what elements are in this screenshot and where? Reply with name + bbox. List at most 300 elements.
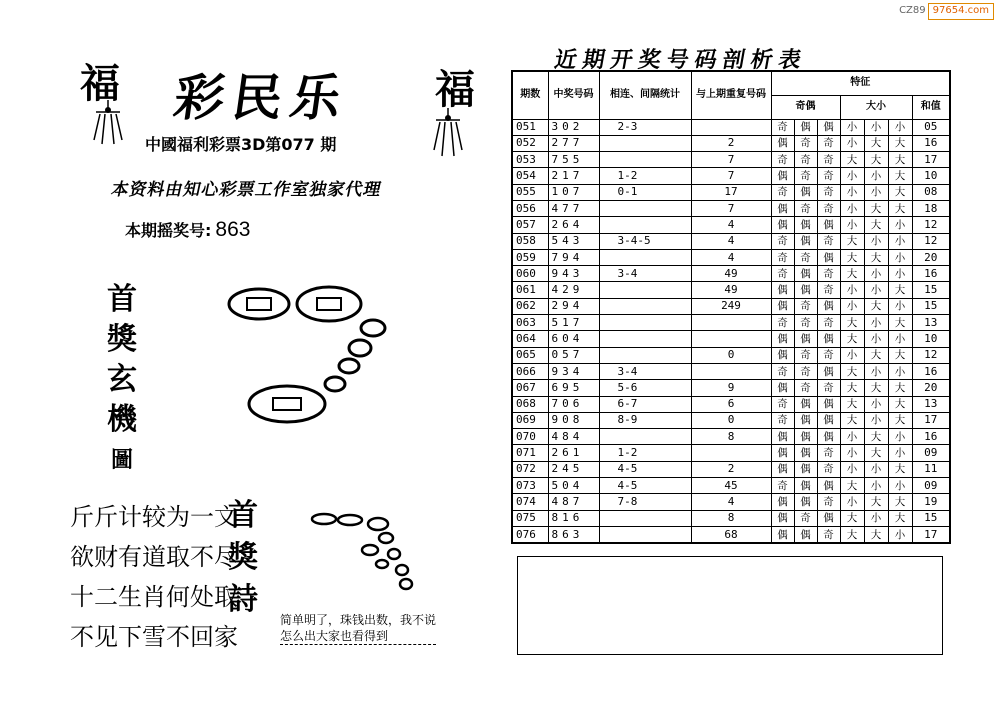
period-cell: 064 [512,331,548,347]
odd-even-cell: 奇 [794,347,817,363]
odd-even-cell: 偶 [817,217,840,233]
period-cell: 052 [512,135,548,151]
odd-even-cell: 奇 [771,396,794,412]
table-row [512,461,950,477]
repeat-cell: 2 [691,135,771,151]
period-cell: 060 [512,266,548,282]
odd-even-cell: 奇 [817,233,840,249]
odd-even-cell: 奇 [771,184,794,200]
period-cell: 069 [512,412,548,428]
sum-cell: 12 [912,233,950,249]
sum-cell: 09 [912,478,950,494]
odd-even-cell: 偶 [771,445,794,461]
repeat-cell: 0 [691,412,771,428]
sum-cell: 12 [912,217,950,233]
repeat-cell: 7 [691,168,771,184]
odd-even-cell: 偶 [794,396,817,412]
poem-line: 不见下雪不回家 [70,623,238,651]
big-small-cell: 大 [888,282,912,298]
adjacent-cell: 7-8 [599,494,691,510]
adjacent-cell: 3-4 [599,266,691,282]
sum-cell: 15 [912,510,950,526]
odd-even-cell: 奇 [771,315,794,331]
big-small-cell: 小 [840,494,864,510]
odd-even-cell: 偶 [794,184,817,200]
repeat-cell: 7 [691,152,771,168]
odd-even-cell: 偶 [794,494,817,510]
table-title: 近期开奖号码剖析表 [552,47,810,73]
big-small-cell: 大 [864,380,888,396]
adjacent-cell [599,510,691,526]
draw-number: 863 [215,218,251,241]
odd-even-cell: 奇 [771,412,794,428]
big-small-cell: 小 [888,445,912,461]
period-cell: 066 [512,363,548,379]
big-small-cell: 大 [888,461,912,477]
odd-even-cell: 奇 [794,135,817,151]
repeat-cell: 49 [691,266,771,282]
big-small-cell: 小 [840,445,864,461]
sum-cell: 11 [912,461,950,477]
big-small-cell: 大 [888,380,912,396]
repeat-cell [691,315,771,331]
big-small-cell: 小 [840,217,864,233]
repeat-cell: 4 [691,217,771,233]
adjacent-cell [599,347,691,363]
big-small-cell: 大 [888,184,912,200]
adjacent-cell [599,331,691,347]
big-small-cell: 小 [864,461,888,477]
big-small-cell: 大 [840,152,864,168]
odd-even-cell: 偶 [771,494,794,510]
period-cell: 076 [512,526,548,543]
big-small-cell: 小 [864,331,888,347]
repeat-cell: 7 [691,200,771,216]
table-row [512,347,950,363]
repeat-cell: 6 [691,396,771,412]
big-small-cell: 小 [864,119,888,135]
odd-even-cell: 奇 [817,445,840,461]
big-small-cell: 大 [840,412,864,428]
sum-cell: 16 [912,135,950,151]
adjacent-cell: 2-3 [599,119,691,135]
winning-number-cell: 863 [548,526,599,543]
odd-even-cell: 偶 [794,478,817,494]
winning-number-cell: 107 [548,184,599,200]
odd-even-cell: 奇 [771,152,794,168]
big-small-cell: 大 [864,526,888,543]
period-cell: 072 [512,461,548,477]
big-small-cell: 大 [888,412,912,428]
odd-even-cell: 奇 [794,152,817,168]
repeat-cell [691,331,771,347]
table-row [512,478,950,494]
odd-even-cell: 偶 [817,429,840,445]
adjacent-cell: 3-4 [599,363,691,379]
odd-even-cell: 偶 [794,282,817,298]
big-small-cell: 大 [864,135,888,151]
adjacent-cell: 4-5 [599,461,691,477]
big-small-cell: 大 [840,510,864,526]
table-row [512,429,950,445]
big-small-cell: 大 [888,510,912,526]
col-header-features: 特征 [771,71,950,95]
winning-number-cell: 816 [548,510,599,526]
table-row [512,152,950,168]
adjacent-cell [599,200,691,216]
odd-even-cell: 偶 [771,380,794,396]
fu-character-right: 福 [435,66,475,113]
big-small-cell: 小 [840,200,864,216]
odd-even-cell: 奇 [817,152,840,168]
odd-even-cell: 奇 [794,168,817,184]
big-small-cell: 小 [888,363,912,379]
sum-cell: 18 [912,200,950,216]
big-small-cell: 小 [840,119,864,135]
adjacent-cell [599,249,691,265]
big-small-cell: 小 [888,266,912,282]
source-line: 本资料由知心彩票工作室独家代理 [109,180,384,200]
big-small-cell: 小 [840,135,864,151]
draw-label: 本期摇奖号: [125,221,212,240]
period-cell: 055 [512,184,548,200]
odd-even-cell: 奇 [794,363,817,379]
odd-even-cell: 奇 [817,380,840,396]
sum-cell: 13 [912,396,950,412]
odd-even-cell: 偶 [817,363,840,379]
repeat-cell: 49 [691,282,771,298]
table-body [512,119,950,543]
adjacent-cell: 8-9 [599,412,691,428]
winning-number-cell: 517 [548,315,599,331]
big-small-cell: 小 [864,510,888,526]
odd-even-cell: 奇 [794,315,817,331]
odd-even-cell: 奇 [771,266,794,282]
odd-even-cell: 奇 [771,363,794,379]
period-cell: 067 [512,380,548,396]
odd-even-cell: 偶 [771,429,794,445]
big-small-cell: 大 [864,347,888,363]
sum-cell: 17 [912,526,950,543]
tassel-right-icon [428,108,468,162]
big-small-cell: 小 [840,184,864,200]
big-small-cell: 小 [840,282,864,298]
odd-even-cell: 偶 [817,249,840,265]
poem-label-char: 詩 [228,582,258,617]
repeat-cell: 249 [691,298,771,314]
odd-even-cell: 奇 [794,249,817,265]
winning-number-cell: 706 [548,396,599,412]
odd-even-cell: 偶 [817,119,840,135]
tassel-left-icon [88,100,128,150]
sum-cell: 17 [912,152,950,168]
adjacent-cell: 5-6 [599,380,691,396]
big-small-cell: 小 [888,526,912,543]
big-small-cell: 大 [864,445,888,461]
odd-even-cell: 奇 [817,135,840,151]
winning-number-cell: 277 [548,135,599,151]
big-small-cell: 大 [840,478,864,494]
repeat-cell [691,445,771,461]
table-row [512,445,950,461]
odd-even-cell: 奇 [817,526,840,543]
big-small-cell: 小 [840,347,864,363]
big-small-cell: 大 [864,200,888,216]
big-small-cell: 小 [888,298,912,314]
winning-number-cell: 245 [548,461,599,477]
odd-even-cell: 奇 [817,168,840,184]
big-small-cell: 小 [888,217,912,233]
xuanji-label [100,280,144,480]
table-row [512,168,950,184]
adjacent-cell: 0-1 [599,184,691,200]
big-small-cell: 小 [864,363,888,379]
col-header-adjacent: 相连、间隔统计 [599,71,691,119]
period-cell: 073 [512,478,548,494]
winning-number-cell: 504 [548,478,599,494]
odd-even-cell: 奇 [771,249,794,265]
winning-number-cell: 264 [548,217,599,233]
big-small-cell: 小 [864,315,888,331]
odd-even-cell: 奇 [817,266,840,282]
coin-puzzle-picture [225,282,415,446]
odd-even-cell: 偶 [817,510,840,526]
odd-even-cell: 偶 [771,510,794,526]
xuanji-char: 玄 [107,362,137,397]
repeat-cell: 4 [691,249,771,265]
odd-even-cell: 偶 [794,217,817,233]
big-small-cell: 大 [888,200,912,216]
winning-number-cell: 794 [548,249,599,265]
big-small-cell: 大 [888,396,912,412]
sum-cell: 17 [912,412,950,428]
adjacent-cell: 3-4-5 [599,233,691,249]
sum-cell: 05 [912,119,950,135]
period-cell: 059 [512,249,548,265]
period-cell: 051 [512,119,548,135]
poem-line: 欲财有道取不尽 [70,543,238,571]
sum-cell: 12 [912,347,950,363]
poem-note [280,612,436,645]
big-small-cell: 大 [840,266,864,282]
winning-number-cell: 477 [548,200,599,216]
big-small-cell: 大 [888,152,912,168]
big-small-cell: 小 [864,282,888,298]
period-cell: 062 [512,298,548,314]
winning-number-cell: 484 [548,429,599,445]
winning-number-cell: 695 [548,380,599,396]
col-header-winning: 中奖号码 [548,71,599,119]
repeat-cell: 9 [691,380,771,396]
big-small-cell: 大 [840,233,864,249]
big-small-cell: 大 [888,135,912,151]
big-small-cell: 大 [840,363,864,379]
winning-number-cell: 755 [548,152,599,168]
sum-cell: 10 [912,331,950,347]
big-small-cell: 小 [888,429,912,445]
period-cell: 065 [512,347,548,363]
table-row [512,135,950,151]
odd-even-cell: 偶 [771,526,794,543]
odd-even-cell: 偶 [771,282,794,298]
table-row [512,217,950,233]
repeat-cell [691,363,771,379]
odd-even-cell: 偶 [817,412,840,428]
col-header-big-small: 大小 [840,95,912,119]
big-small-cell: 小 [840,429,864,445]
winning-number-cell: 487 [548,494,599,510]
sum-cell: 09 [912,445,950,461]
odd-even-cell: 奇 [794,380,817,396]
period-cell: 070 [512,429,548,445]
big-small-cell: 大 [864,298,888,314]
odd-even-cell: 奇 [794,510,817,526]
big-small-cell: 大 [888,168,912,184]
big-small-cell: 小 [888,249,912,265]
winning-number-cell: 302 [548,119,599,135]
repeat-cell: 2 [691,461,771,477]
odd-even-cell: 偶 [771,461,794,477]
table-row [512,233,950,249]
adjacent-cell: 1-2 [599,445,691,461]
poem-line: 十二生肖何处取 [70,583,238,611]
table-row [512,266,950,282]
big-small-cell: 小 [888,331,912,347]
table-row [512,249,950,265]
page-title: 彩民乐 [170,68,353,127]
odd-even-cell: 偶 [771,135,794,151]
winning-number-cell: 261 [548,445,599,461]
big-small-cell: 小 [864,412,888,428]
big-small-cell: 小 [864,478,888,494]
winning-number-cell: 543 [548,233,599,249]
sum-cell: 15 [912,298,950,314]
winning-number-cell: 604 [548,331,599,347]
odd-even-cell: 奇 [794,200,817,216]
sum-cell: 16 [912,363,950,379]
table-row [512,282,950,298]
odd-even-cell: 奇 [817,200,840,216]
winning-number-cell: 908 [548,412,599,428]
big-small-cell: 大 [840,315,864,331]
winning-number-cell: 934 [548,363,599,379]
big-small-cell: 大 [840,249,864,265]
big-small-cell: 小 [864,233,888,249]
big-small-cell: 小 [864,266,888,282]
big-small-cell: 小 [888,233,912,249]
table-row [512,412,950,428]
odd-even-cell: 偶 [794,331,817,347]
odd-even-cell: 奇 [771,478,794,494]
odd-even-cell: 偶 [794,429,817,445]
adjacent-cell: 1-2 [599,168,691,184]
sum-cell: 20 [912,380,950,396]
big-small-cell: 小 [864,396,888,412]
big-small-cell: 小 [864,168,888,184]
big-small-cell: 大 [840,526,864,543]
table-row [512,380,950,396]
odd-even-cell: 偶 [817,298,840,314]
issue-line: 中國福利彩票3D第077 期 [145,135,337,154]
odd-even-cell: 偶 [817,396,840,412]
repeat-cell: 4 [691,494,771,510]
odd-even-cell: 奇 [771,233,794,249]
big-small-cell: 大 [864,494,888,510]
big-small-cell: 大 [888,347,912,363]
xuanji-char: 機 [107,402,137,437]
draw-result [125,218,250,242]
big-small-cell: 大 [840,380,864,396]
site-watermark [899,3,994,20]
big-small-cell: 小 [840,298,864,314]
winning-number-cell: 057 [548,347,599,363]
watermark-site: 97654.com [928,3,994,20]
repeat-cell: 68 [691,526,771,543]
col-header-period: 期数 [512,71,548,119]
big-small-cell: 小 [840,168,864,184]
adjacent-cell [599,429,691,445]
winning-number-cell: 217 [548,168,599,184]
odd-even-cell: 偶 [771,347,794,363]
big-small-cell: 大 [864,429,888,445]
odd-even-cell: 偶 [794,526,817,543]
sum-cell: 20 [912,249,950,265]
table-row [512,298,950,314]
adjacent-cell [599,152,691,168]
repeat-cell: 45 [691,478,771,494]
table-row [512,315,950,331]
xuanji-char: 圖 [110,447,133,473]
repeat-cell [691,119,771,135]
winning-number-cell: 294 [548,298,599,314]
poem-note-line: 简单明了，珠钱出数，我不说 [280,613,437,627]
watermark-prefix: CZ89 [899,5,926,16]
big-small-cell: 大 [840,331,864,347]
sum-cell: 19 [912,494,950,510]
period-cell: 061 [512,282,548,298]
adjacent-cell: 6-7 [599,396,691,412]
table-row [512,184,950,200]
table-row [512,526,950,543]
big-small-cell: 大 [888,315,912,331]
odd-even-cell: 奇 [771,119,794,135]
poem [70,497,238,657]
adjacent-cell [599,282,691,298]
big-small-cell: 小 [888,478,912,494]
odd-even-cell: 偶 [771,200,794,216]
adjacent-cell [599,526,691,543]
odd-even-cell: 偶 [771,298,794,314]
period-cell: 058 [512,233,548,249]
odd-even-cell: 奇 [817,461,840,477]
adjacent-cell [599,298,691,314]
table-row [512,494,950,510]
repeat-cell: 0 [691,347,771,363]
repeat-cell: 8 [691,429,771,445]
period-cell: 063 [512,315,548,331]
adjacent-cell [599,217,691,233]
period-cell: 056 [512,200,548,216]
poem-line: 斤斤计较为一文 [70,503,238,531]
period-cell: 068 [512,396,548,412]
repeat-cell: 17 [691,184,771,200]
poem-label-char: 首 [228,498,258,533]
table-row [512,396,950,412]
adjacent-cell [599,135,691,151]
xuanji-char: 獎 [107,322,137,357]
odd-even-cell: 偶 [771,168,794,184]
big-small-cell: 小 [840,461,864,477]
